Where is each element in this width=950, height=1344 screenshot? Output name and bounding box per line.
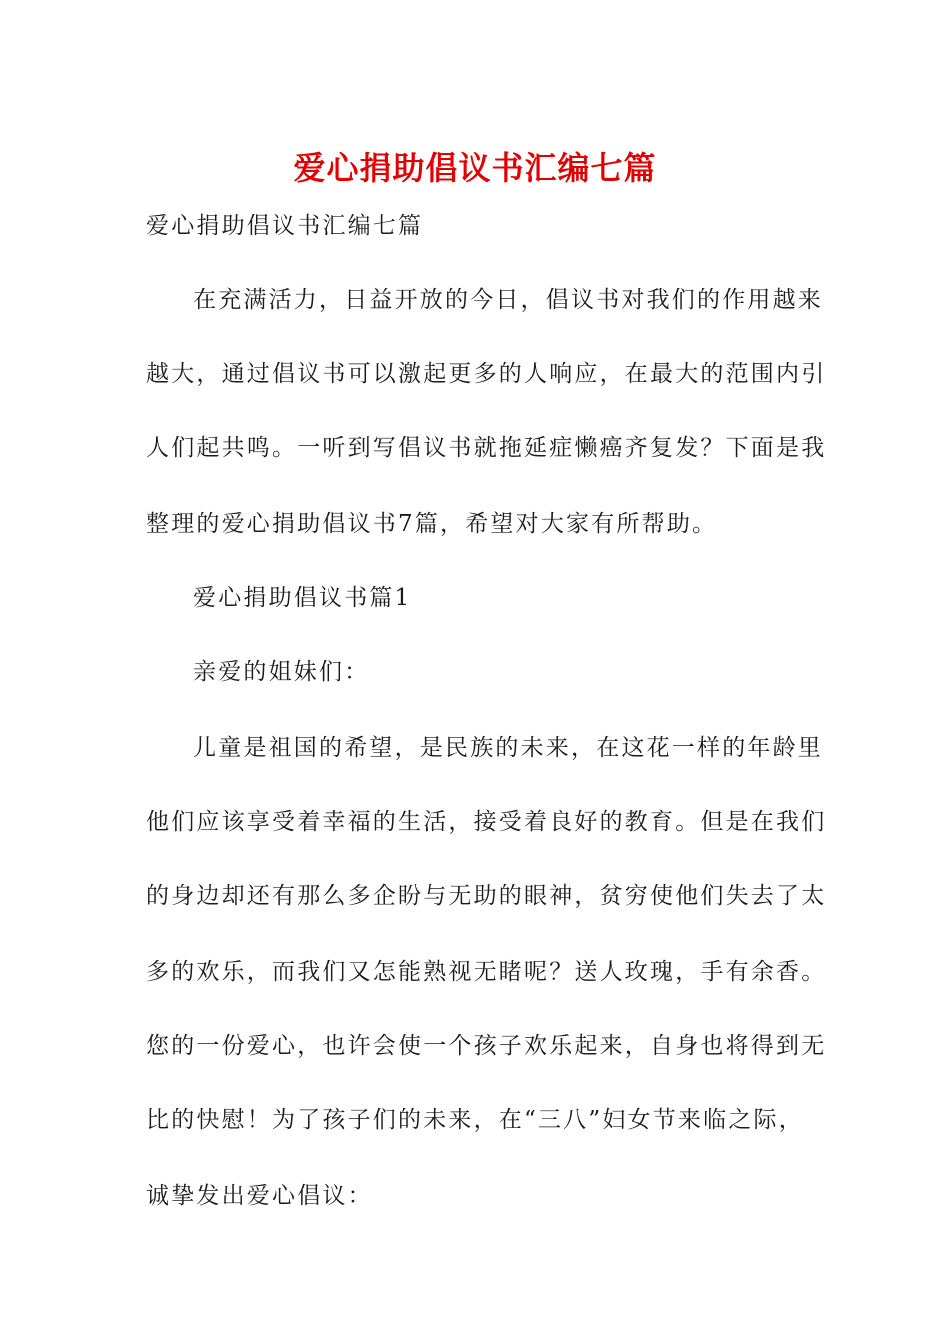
paragraph-line: 诚挚发出爱心倡议：: [146, 1183, 373, 1209]
paragraph-line: 人们起共鸣。一听到写倡议书就拖延症懒癌齐复发？下面是我: [146, 435, 827, 461]
paragraph-line: 您的一份爱心，也许会使一个孩子欢乐起来，自身也将得到无: [146, 1033, 827, 1059]
document-subtitle: 爱心捐助倡议书汇编七篇: [146, 213, 424, 239]
paragraph-line: 在充满活力，日益开放的今日，倡议书对我们的作用越来: [193, 287, 823, 313]
paragraph-line: 儿童是祖国的希望，是民族的未来，在这花一样的年龄里: [193, 735, 823, 761]
paragraph-line: 整理的爱心捐助倡议书7篇，希望对大家有所帮助。: [146, 511, 718, 537]
paragraph-line: 多的欢乐，而我们又怎能熟视无睹呢？送人玫瑰，手有余香。: [146, 959, 827, 985]
paragraph-line: 越大，通过倡议书可以激起更多的人响应，在最大的范围内引: [146, 361, 827, 387]
document-title: 爱心捐助倡议书汇编七篇: [293, 149, 657, 187]
paragraph-line: 他们应该享受着幸福的生活，接受着良好的教育。但是在我们: [146, 809, 827, 835]
paragraph-line: 比的快慰！为了孩子们的未来，在“三八”妇女节来临之际，: [146, 1107, 804, 1133]
section-heading: 爱心捐助倡议书篇1: [193, 585, 412, 611]
paragraph-line: 的身边却还有那么多企盼与无助的眼神，贫穷使他们失去了太: [146, 883, 827, 909]
salutation: 亲爱的姐妹们：: [193, 659, 370, 685]
